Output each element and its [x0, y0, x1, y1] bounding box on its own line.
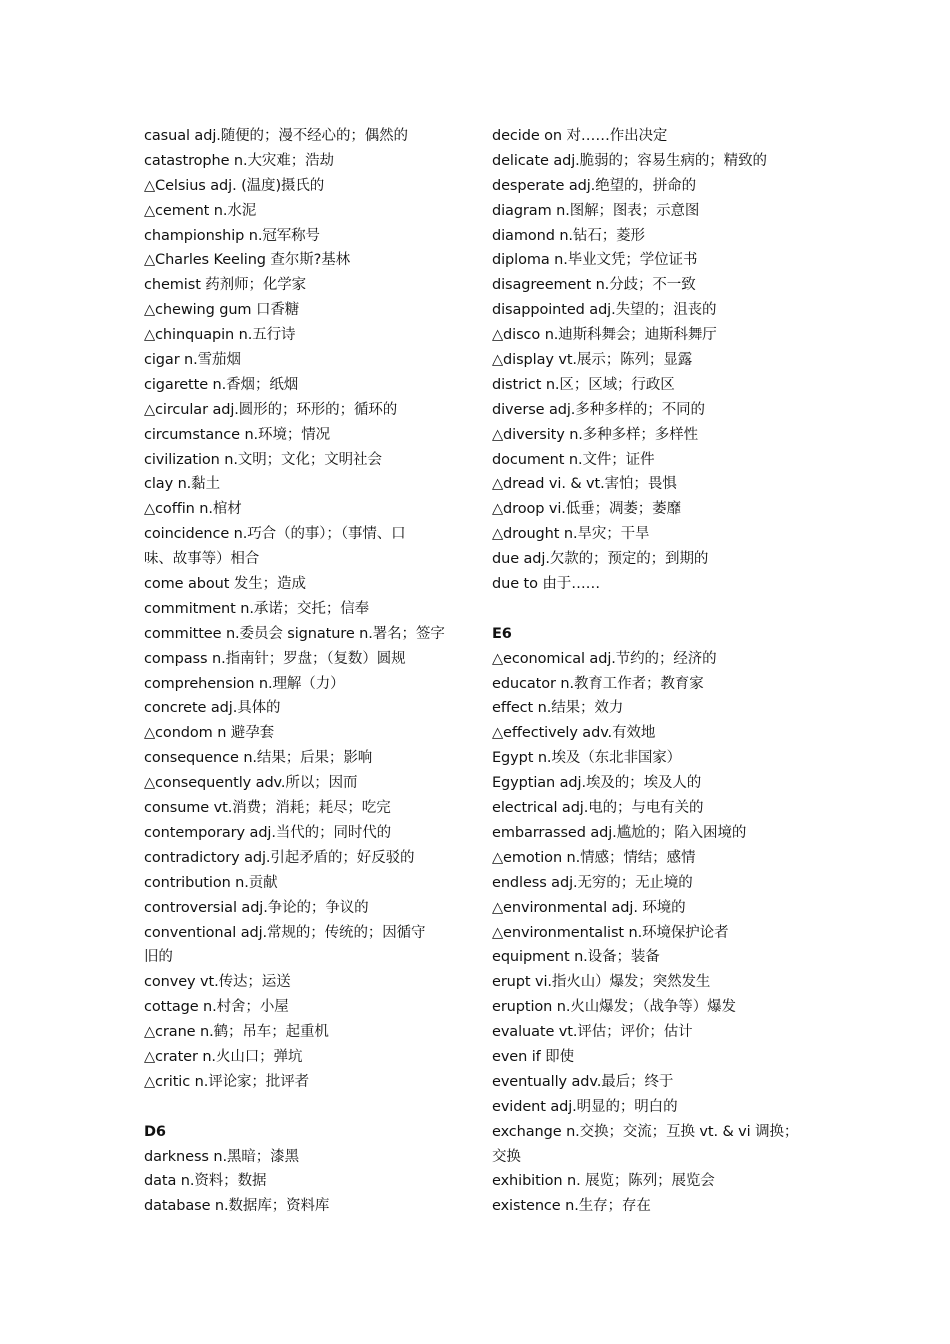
vocab-entry: darkness n.黑暗；漆黑: [144, 1148, 299, 1165]
vocab-entry: △display vt.展示；陈列；显露: [492, 352, 693, 369]
vocab-entry: coincidence n.巧合（的事）；（事情、口: [144, 526, 406, 543]
vocab-entry: △effectively adv.有效地: [492, 725, 656, 742]
vocab-entry: clay n.黏土: [144, 476, 220, 493]
vocab-entry: △consequently adv.所以；因而: [144, 775, 358, 792]
vocab-entry: concrete adj.具体的: [144, 700, 281, 717]
vocab-entry: evident adj.明显的；明白的: [492, 1098, 678, 1115]
vocab-entry: △chinquapin n.五行诗: [144, 327, 296, 344]
vocab-entry: casual adj.随便的；漫不经心的；偶然的: [144, 128, 408, 144]
vocab-entry: exhibition n. 展览；陈列；展览会: [492, 1173, 715, 1190]
vocab-entry: △emotion n.情感；情结；感情: [492, 849, 696, 866]
vocab-entry: circumstance n.环境；情况: [144, 426, 331, 443]
vocab-entry: △circular adj.圆形的；环形的；循环的: [144, 401, 398, 418]
blank-line: [144, 1095, 466, 1120]
section-heading: E6: [492, 625, 512, 642]
vocab-entry: comprehension n.理解（力）: [144, 675, 345, 692]
vocab-entry: △cement n.水泥: [144, 202, 257, 219]
vocab-entry: civilization n.文明；文化；文明社会: [144, 451, 382, 468]
vocab-entry: effect n.结果；效力: [492, 700, 624, 717]
vocab-entry: disagreement n.分歧；不一致: [492, 277, 696, 294]
vocab-entry: evaluate vt.评估；评价；估计: [492, 1024, 693, 1041]
vocab-entry: embarrassed adj.尴尬的；陷入困境的: [492, 824, 747, 841]
vocab-entry: conventional adj.常规的；传统的；因循守: [144, 924, 426, 941]
vocab-entry: △chewing gum 口香糖: [144, 302, 300, 319]
vocab-entry: committee n.委员会 signature n.署名；签字: [144, 625, 445, 642]
vocab-entry: due to 由于……: [492, 576, 600, 593]
right-column: [492, 124, 822, 1219]
vocab-entry: consequence n.结果；后果；影响: [144, 750, 373, 767]
vocab-entry: Egypt n.埃及（东北非国家）: [492, 750, 682, 767]
vocab-entry: contradictory adj.引起矛盾的；好反驳的: [144, 849, 415, 866]
vocab-entry: △critic n.评论家；批评者: [144, 1073, 310, 1090]
vocab-entry: controversial adj.争论的；争议的: [144, 899, 369, 916]
vocab-entry: △Celsius adj. (温度)摄氏的: [144, 177, 325, 194]
vocab-entry: cigar n.雪茄烟: [144, 352, 241, 369]
vocab-entry: catastrophe n.大灾难；浩劫: [144, 152, 334, 169]
vocab-entry: △environmentalist n.环境保护论者: [492, 924, 729, 941]
vocab-entry: equipment n.设备；装备: [492, 949, 660, 966]
vocab-entry: championship n.冠军称号: [144, 227, 320, 244]
vocab-entry: △diversity n.多种多样；多样性: [492, 426, 699, 443]
vocab-entry: contribution n.贡献: [144, 874, 278, 891]
vocab-entry: disappointed adj.失望的；沮丧的: [492, 302, 717, 319]
vocab-entry: △economical adj.节约的；经济的: [492, 650, 717, 667]
vocab-entry: △coffin n.棺材: [144, 501, 242, 518]
left-column: [144, 124, 466, 1219]
vocab-entry: 旧的: [144, 949, 173, 966]
vocab-entry: contemporary adj.当代的；同时代的: [144, 824, 392, 841]
vocab-entry: eruption n.火山爆发；（战争等）爆发: [492, 999, 736, 1016]
vocab-entry: △drought n.旱灾；干旱: [492, 526, 650, 543]
vocab-entry: diploma n.毕业文凭；学位证书: [492, 252, 698, 269]
vocab-entry: △droop vi.低垂；凋萎；萎靡: [492, 501, 681, 518]
vocab-entry: document n.文件；证件: [492, 451, 655, 468]
vocab-entry: cottage n.村舍；小屋: [144, 999, 289, 1016]
vocab-entry: 交换: [492, 1148, 521, 1165]
vocab-entry: eventually adv.最后；终于: [492, 1073, 674, 1090]
vocab-entry: △dread vi. & vt.害怕；畏惧: [492, 476, 677, 493]
vocab-entry: △crane n.鹤；吊车；起重机: [144, 1024, 329, 1041]
vocab-entry: endless adj.无穷的；无止境的: [492, 874, 693, 891]
vocab-entry: compass n.指南针；罗盘；（复数）圆规: [144, 650, 406, 667]
vocab-entry: △Charles Keeling 查尔斯?基林: [144, 252, 351, 269]
vocab-entry: △disco n.迪斯科舞会；迪斯科舞厅: [492, 327, 717, 344]
vocab-entry: decide on 对……作出决定: [492, 128, 668, 144]
vocab-entry: △crater n.火山口；弹坑: [144, 1048, 303, 1065]
vocab-entry: delicate adj.脆弱的；容易生病的；精致的: [492, 152, 767, 169]
vocab-entry: diverse adj.多种多样的；不同的: [492, 401, 705, 418]
vocab-entry: Egyptian adj.埃及的；埃及人的: [492, 775, 702, 792]
section-heading: D6: [144, 1123, 166, 1140]
vocab-entry: diamond n.钻石；菱形: [492, 227, 645, 244]
vocab-entry: △environmental adj. 环境的: [492, 899, 686, 916]
vocab-entry: educator n.教育工作者；教育家: [492, 675, 704, 692]
vocab-entry: cigarette n.香烟；纸烟: [144, 376, 299, 393]
vocab-entry: database n.数据库；资料库: [144, 1198, 330, 1215]
vocab-entry: desperate adj.绝望的，拼命的: [492, 177, 696, 194]
vocab-entry: data n.资料；数据: [144, 1173, 267, 1190]
vocab-entry: come about 发生；造成: [144, 576, 306, 593]
vocab-entry: electrical adj.电的；与电有关的: [492, 800, 704, 817]
vocab-entry: exchange n.交换；交流；互换 vt. & vi 调换；: [492, 1123, 799, 1140]
vocab-entry: 味、故事等）相合: [144, 551, 260, 568]
vocab-entry: diagram n.图解；图表；示意图: [492, 202, 700, 219]
vocab-entry: existence n.生存；存在: [492, 1198, 651, 1215]
vocab-entry: △condom n 避孕套: [144, 725, 274, 742]
vocab-entry: district n.区；区域；行政区: [492, 376, 675, 393]
vocab-entry: erupt vi.指火山）爆发；突然发生: [492, 974, 711, 991]
vocab-entry: due adj.欠款的；预定的；到期的: [492, 551, 709, 568]
blank-line: [492, 597, 822, 622]
vocab-entry: chemist 药剂师；化学家: [144, 277, 307, 294]
vocab-entry: commitment n.承诺；交托；信奉: [144, 600, 370, 617]
vocab-entry: convey vt.传达；运送: [144, 974, 291, 991]
vocab-entry: consume vt.消费；消耗；耗尽；吃完: [144, 800, 391, 817]
vocab-entry: even if 即使: [492, 1048, 574, 1065]
